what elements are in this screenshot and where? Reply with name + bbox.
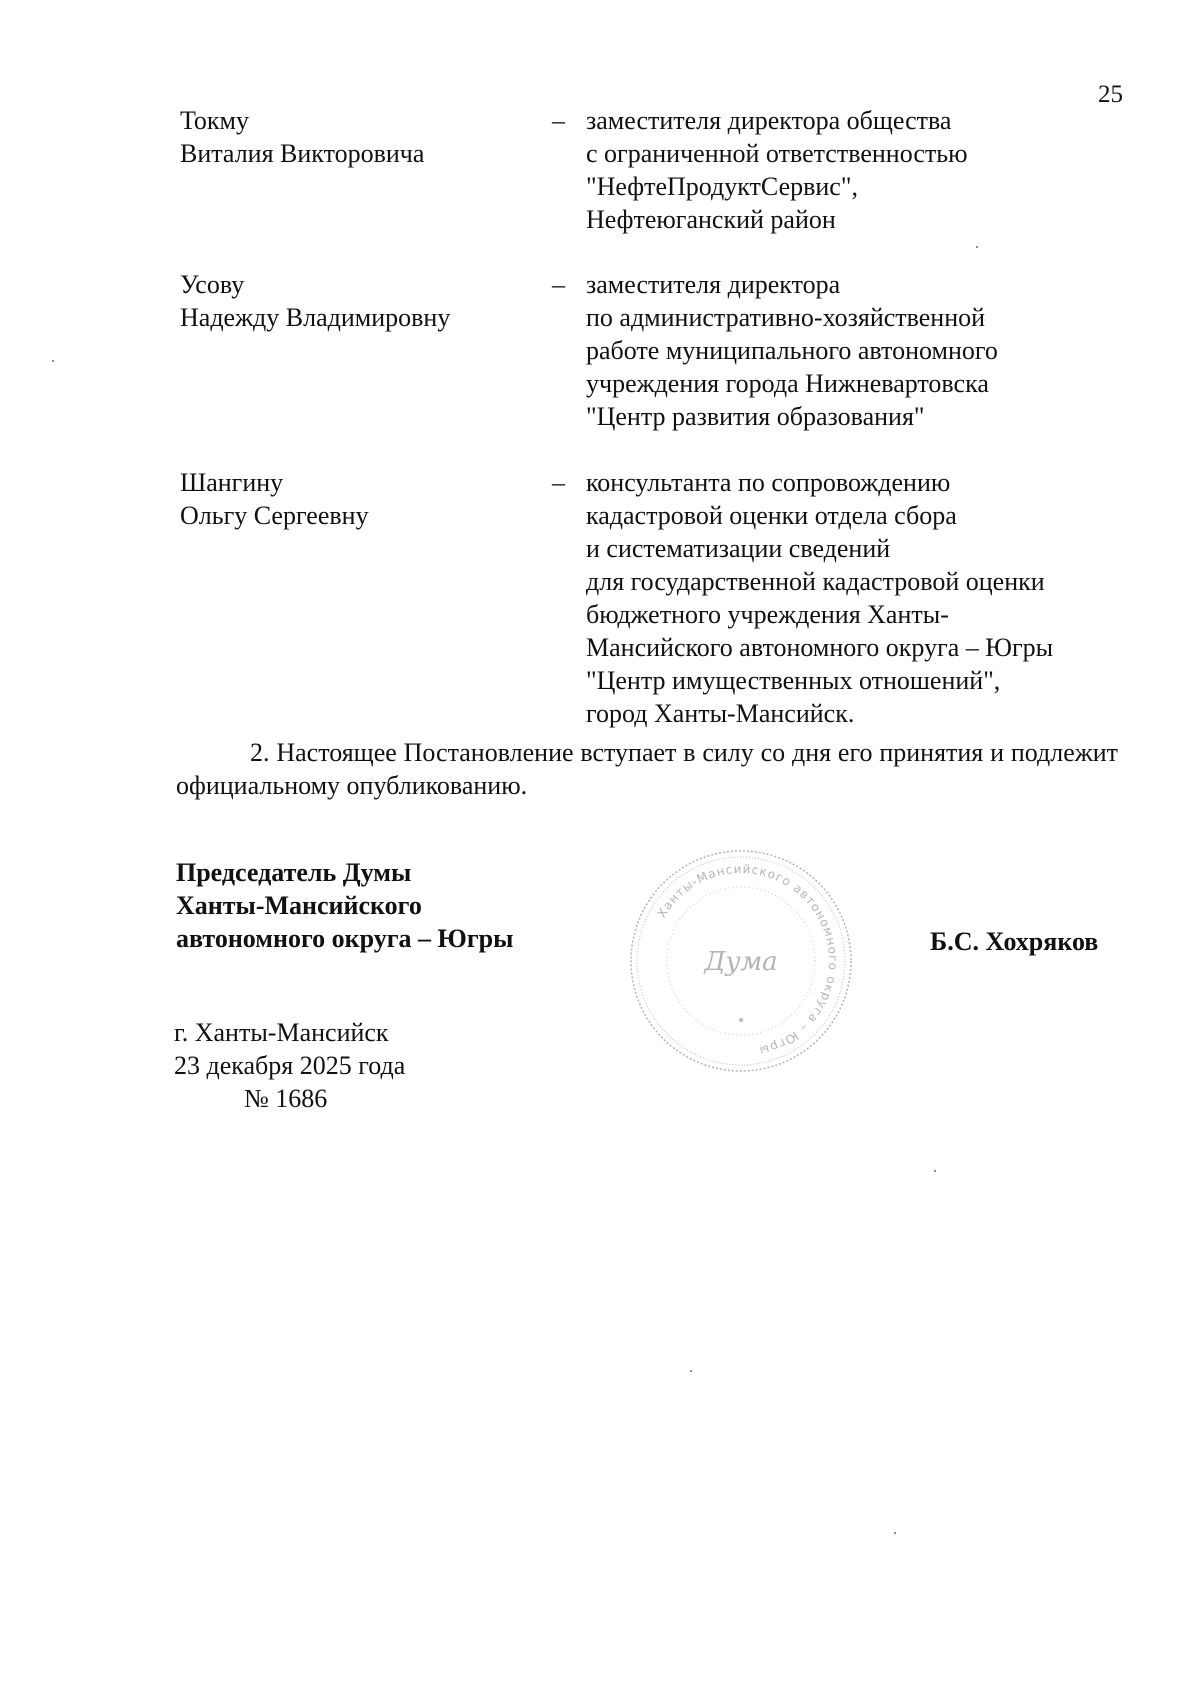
position-line: кадастровой оценки отдела сбора (586, 501, 957, 530)
signer-title-line: Председатель Думы (176, 858, 412, 887)
position-line: учреждения города Нижневартовска (586, 369, 989, 398)
official-seal-stamp (628, 848, 854, 1074)
member-name (180, 104, 540, 170)
member-name (180, 466, 540, 532)
place-date-block (174, 1016, 405, 1115)
effective-date-paragraph (176, 736, 1118, 802)
member-position (586, 268, 1146, 433)
seal-center-text: Дума (704, 947, 778, 977)
scan-speck (52, 360, 54, 362)
dash: – (552, 106, 565, 135)
member-given-names: Надежду Владимировну (180, 303, 451, 332)
member-position (586, 466, 1146, 730)
paragraph-text: 2. Настоящее Постановление вступает в силу со дня его принятия и подлежит официальному опубликованию. (176, 738, 1118, 800)
position-line: "НефтеПродуктСервис", (586, 172, 858, 201)
scan-speck (894, 1532, 896, 1534)
signer-title-line: автономного округа – Югры (176, 924, 514, 953)
dash: – (552, 468, 565, 497)
position-line: "Центр развития образования" (586, 402, 925, 431)
seal-ring-text: Ханты-Мансийского автономного округа – Югры (654, 861, 841, 1059)
position-line: консультанта по сопровождению (586, 468, 951, 497)
member-surname: Шангину (180, 468, 284, 497)
document-date: 23 декабря 2025 года (174, 1051, 406, 1080)
position-line: бюджетного учреждения Ханты- (586, 600, 949, 629)
position-line: с ограниченной ответственностью (586, 139, 968, 168)
position-line: "Центр имущественных отношений", (586, 666, 1001, 695)
position-line: по административно-хозяйственной (586, 303, 986, 332)
scan-speck (934, 1170, 936, 1172)
position-line: Мансийского автономного округа – Югры (586, 633, 1054, 662)
member-surname: Токму (180, 106, 250, 135)
member-name (180, 268, 540, 334)
signer-name: Б.С. Хохряков (930, 927, 1099, 956)
position-line: работе муниципального автономного (586, 336, 998, 365)
document-number: № 1686 (244, 1084, 328, 1113)
place: г. Ханты-Мансийск (174, 1018, 389, 1047)
position-line: Нефтеюганский район (586, 205, 836, 234)
dash: – (552, 270, 565, 299)
page-number: 25 (1098, 81, 1123, 108)
member-surname: Усову (180, 270, 245, 299)
scan-speck (690, 1370, 692, 1372)
member-given-names: Виталия Викторовича (180, 139, 425, 168)
position-line: город Ханты-Мансийск. (586, 699, 855, 728)
signer-title (176, 856, 513, 955)
signer-title-line: Ханты-Мансийского (176, 891, 422, 920)
position-line: для государственной кадастровой оценки (586, 567, 1045, 596)
position-line: заместителя директора (586, 270, 841, 299)
member-given-names: Ольгу Сергеевну (180, 501, 369, 530)
scan-speck (976, 246, 978, 248)
position-line: и систематизации сведений (586, 534, 891, 563)
position-line: заместителя директора общества (586, 106, 952, 135)
member-position (586, 104, 1146, 236)
